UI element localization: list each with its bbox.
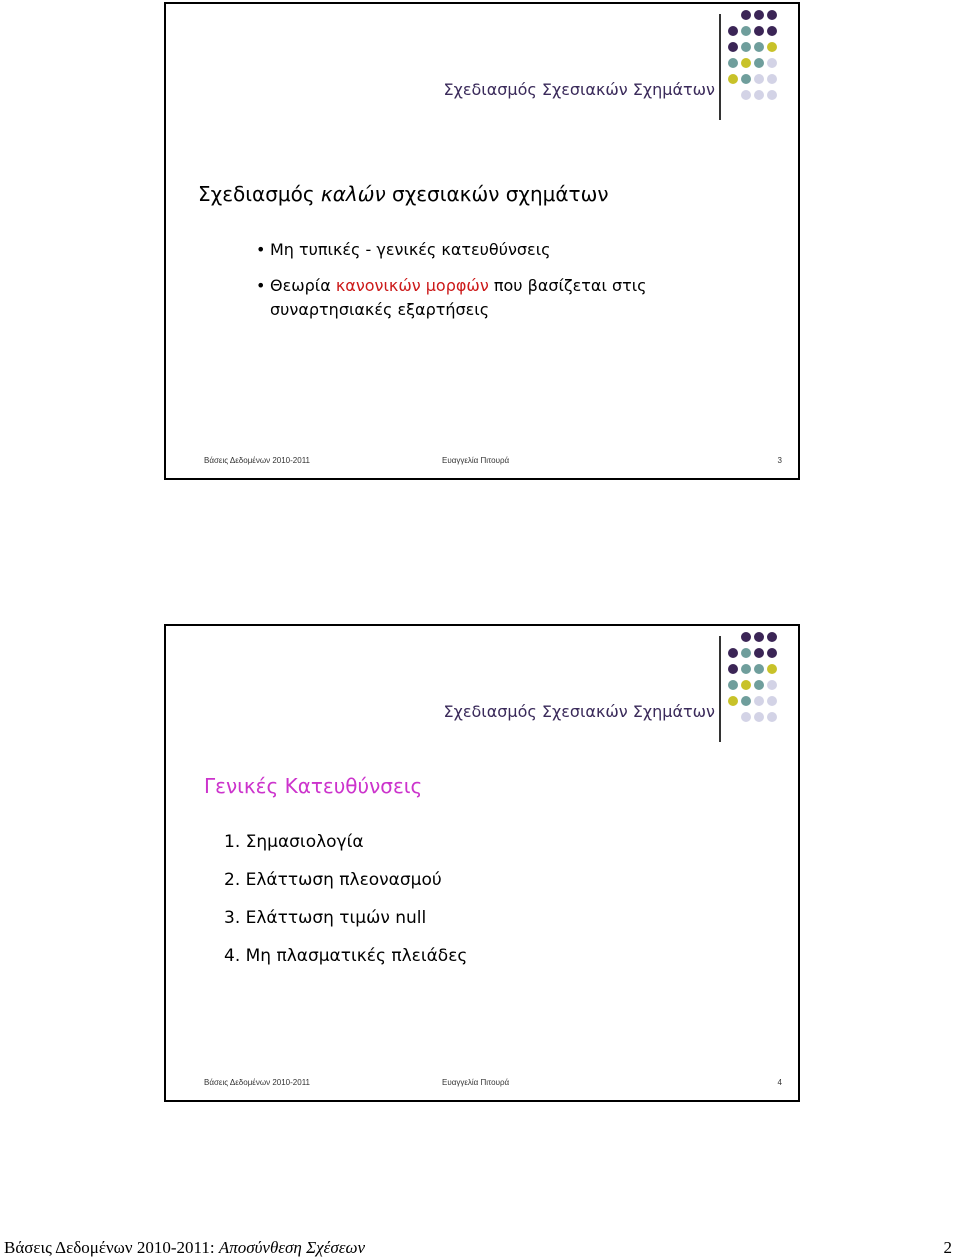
- decorative-dot: [754, 26, 764, 36]
- list-item: 4. Μη πλασματικές πλειάδες: [224, 946, 468, 966]
- page-number: 2: [943, 1238, 952, 1257]
- bullet-list: [256, 238, 740, 334]
- decorative-dot: [741, 648, 751, 658]
- list-item: 1. Σημασιολογία: [224, 832, 364, 852]
- decorative-dot: [754, 74, 764, 84]
- decorative-dot: [741, 90, 751, 100]
- decorative-dot: [741, 42, 751, 52]
- decorative-dot: [741, 696, 751, 706]
- decorative-dot: [767, 648, 777, 658]
- decorative-dot: [767, 90, 777, 100]
- decorative-dot: [728, 696, 738, 706]
- page-footer: [4, 1238, 365, 1258]
- decorative-dot: [767, 58, 777, 68]
- slide-header: Σχεδιασμός Σχεσιακών Σχημάτων: [443, 702, 715, 721]
- header-divider-line: [719, 636, 721, 742]
- footer-slide-number: 3: [777, 456, 782, 465]
- decorative-dot: [741, 632, 751, 642]
- decorative-dot: [754, 664, 764, 674]
- bullet-text: Μη τυπικές - γενικές κατευθύνσεις: [270, 240, 551, 259]
- highlighted-text: κανονικών μορφών: [335, 276, 489, 295]
- page-footer-topic: Αποσύνθεση Σχέσεων: [218, 1238, 365, 1257]
- decorative-dot: [728, 648, 738, 658]
- decorative-dot: [767, 664, 777, 674]
- decorative-dot: [741, 26, 751, 36]
- page-footer-course: Βάσεις Δεδομένων 2010-2011:: [4, 1238, 219, 1257]
- footer-course: Βάσεις Δεδομένων 2010-2011: [204, 456, 310, 465]
- decorative-dot: [754, 10, 764, 20]
- decorative-dot: [767, 632, 777, 642]
- decorative-dot: [754, 632, 764, 642]
- title-part: σχεσιακών σχημάτων: [385, 182, 609, 206]
- decorative-dot: [754, 42, 764, 52]
- decorative-dot: [741, 664, 751, 674]
- decorative-dot: [767, 26, 777, 36]
- decorative-dot: [767, 680, 777, 690]
- bullet-item: • Μη τυπικές - γενικές κατευθύνσεις: [256, 240, 551, 259]
- decorative-dot: [767, 696, 777, 706]
- decorative-dot: [728, 26, 738, 36]
- decorative-dot: [728, 58, 738, 68]
- decorative-dot: [754, 648, 764, 658]
- decorative-dot: [767, 712, 777, 722]
- decorative-dot: [767, 10, 777, 20]
- bullet-text: που βασίζεται στις συναρτησιακές εξαρτήσεις: [270, 276, 647, 319]
- decorative-dot: [728, 42, 738, 52]
- slide-title: [198, 182, 609, 206]
- bullet-text: Θεωρία: [270, 276, 336, 295]
- title-part: Σχεδιασμός: [198, 182, 321, 206]
- list-item: 2. Ελάττωση πλεονασμού: [224, 870, 442, 890]
- decorative-dot: [728, 664, 738, 674]
- decorative-dot: [728, 74, 738, 84]
- decorative-dot: [741, 10, 751, 20]
- decorative-dot: [754, 58, 764, 68]
- decorative-dot: [741, 680, 751, 690]
- bullet-item: • Θεωρία κανονικών μορφών που βασίζεται στις συναρτησιακές εξαρτήσεις: [256, 276, 647, 319]
- footer-author: Ευαγγελία Πιτουρά: [442, 1078, 510, 1087]
- decorative-dot: [754, 712, 764, 722]
- decorative-dot: [754, 680, 764, 690]
- numbered-list: [224, 830, 467, 982]
- title-emphasis: καλών: [320, 182, 386, 206]
- footer-slide-number: 4: [777, 1078, 782, 1087]
- decorative-dot: [741, 58, 751, 68]
- decorative-dot: [728, 680, 738, 690]
- list-item: 3. Ελάττωση τιμών null: [224, 908, 427, 928]
- decorative-dot: [754, 696, 764, 706]
- decorative-dot: [767, 74, 777, 84]
- slide-title: Γενικές Κατευθύνσεις: [204, 774, 423, 798]
- footer-course: Βάσεις Δεδομένων 2010-2011: [204, 1078, 310, 1087]
- decorative-dot: [767, 42, 777, 52]
- decorative-dot: [741, 712, 751, 722]
- slide-header: Σχεδιασμός Σχεσιακών Σχημάτων: [443, 80, 715, 99]
- decorative-dot: [741, 74, 751, 84]
- header-divider-line: [719, 14, 721, 120]
- decorative-dot: [754, 90, 764, 100]
- footer-author: Ευαγγελία Πιτουρά: [442, 456, 510, 465]
